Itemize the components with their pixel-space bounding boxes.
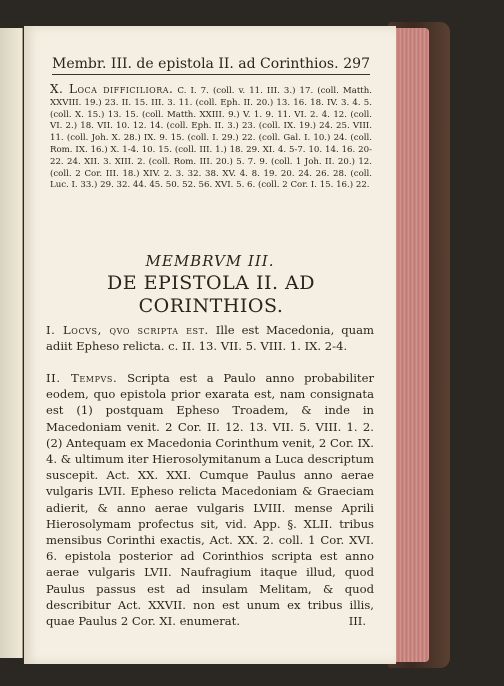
loca-difficiliora-block bbox=[50, 84, 372, 192]
chapter-title: DE EPISTOLA II. AD CORINTHIOS. bbox=[107, 272, 315, 317]
page-number: 297 bbox=[343, 56, 370, 72]
page-edges bbox=[395, 28, 429, 662]
running-head bbox=[52, 56, 370, 75]
book-page bbox=[24, 26, 396, 664]
section-tempus bbox=[46, 370, 374, 629]
section-tempus-text: Scripta est a Paulo anno probabiliter eodem, quo epistola prior exarata est, nam consignata est (1) postquam Epheso Troadem, & inde in Macedoniam venit. 2 Cor. II. 12. 13. VII. 5. VIII. 1. 2. (2) Antequam ex Macedonia Corinthum venit, 2 Cor. IX. 4. & ultimum iter Hierosolymitanum a Luca descriptum suscepit. Act. XX. XXI. Cumque Paulus anno aerae vulgaris LVII. Epheso relicta Macedoniam & Graeciam adierit, & anno aerae vulgaris LVIII. mense Aprili Hierosolymam profectus sit, vid. App. §. XLII. tribus mensibus Corinthi exactis, Act. XX. 2. coll. 1 Cor. XVI. 6. epistola posterior ad Corinthios scripta est anno aerae vulgaris LVII. Naufragium itaque illud, quod Paulus passus est ad insulam Melitam, & quod describitur Act. XXVII. non est unum ex tribus illis, quae Paulus 2 Cor. XI. enumerat. bbox=[46, 371, 374, 629]
catchword: III. bbox=[348, 614, 366, 628]
running-title: Membr. III. de epistola II. ad Corinthios. bbox=[52, 56, 339, 72]
membrum-heading: MEMBRVM III. bbox=[145, 252, 275, 270]
section-locus bbox=[46, 322, 374, 354]
loca-label: X. Loca difficiliora. bbox=[50, 82, 174, 96]
section-locus-text: Ille est Macedonia, quam adiit Epheso relicta. c. II. 13. VII. 5. VIII. 1. IX. 2-4. bbox=[46, 323, 374, 354]
loca-text: C. I. 7. (coll. v. 11. III. 3.) 17. (coll. Matth. XXVIII. 19.) 23. II. 15. III. 3. 11. (coll. Eph. II. 20.) 13. 16. 18. IV. 3. 4. 5. (coll. X. 15.) 13. 15. (coll. Matth. XXIII. 9.) V. 1. 9. 11. VI. 2. 4. 12. (coll. VI. 2.) 18. VII. 10. 12. 14. (coll. Eph. II. 3.) 23. (coll. IX. 19.) 24. 25. VIII. 11. (coll. Joh. X. 28.) IX. 9. 15. (coll. I. 29.) 22. (coll. Gal. I. 10.) 24. (coll. Rom. IX. 16.) X. 1-4. 10. 15. (coll. III. 1.) 18. 29. XI. 4. 5-7. 10. 14. 16. 20-22. 24. XII. 3. XIII. 2. (coll. Rom. III. 20.) 5. 7. 9. (coll. 1 Joh. II. 20.) 12. (coll. 2 Cor. III. 18.) XIV. 2. 3. 32. 38. XV. 4. 8. 19. 20. 24. 26. 28. (coll. Luc. I. 33.) 29. 32. 44. 45. 50. 52. 56. XVI. 5. 6. (coll. 2 Cor. I. 15. 16.) 22. bbox=[50, 86, 372, 191]
section-tempus-label: II. Tempvs. bbox=[46, 371, 118, 385]
left-page-edge bbox=[0, 28, 23, 658]
section-locus-label: I. Locvs, qvo scripta est. bbox=[46, 323, 209, 337]
